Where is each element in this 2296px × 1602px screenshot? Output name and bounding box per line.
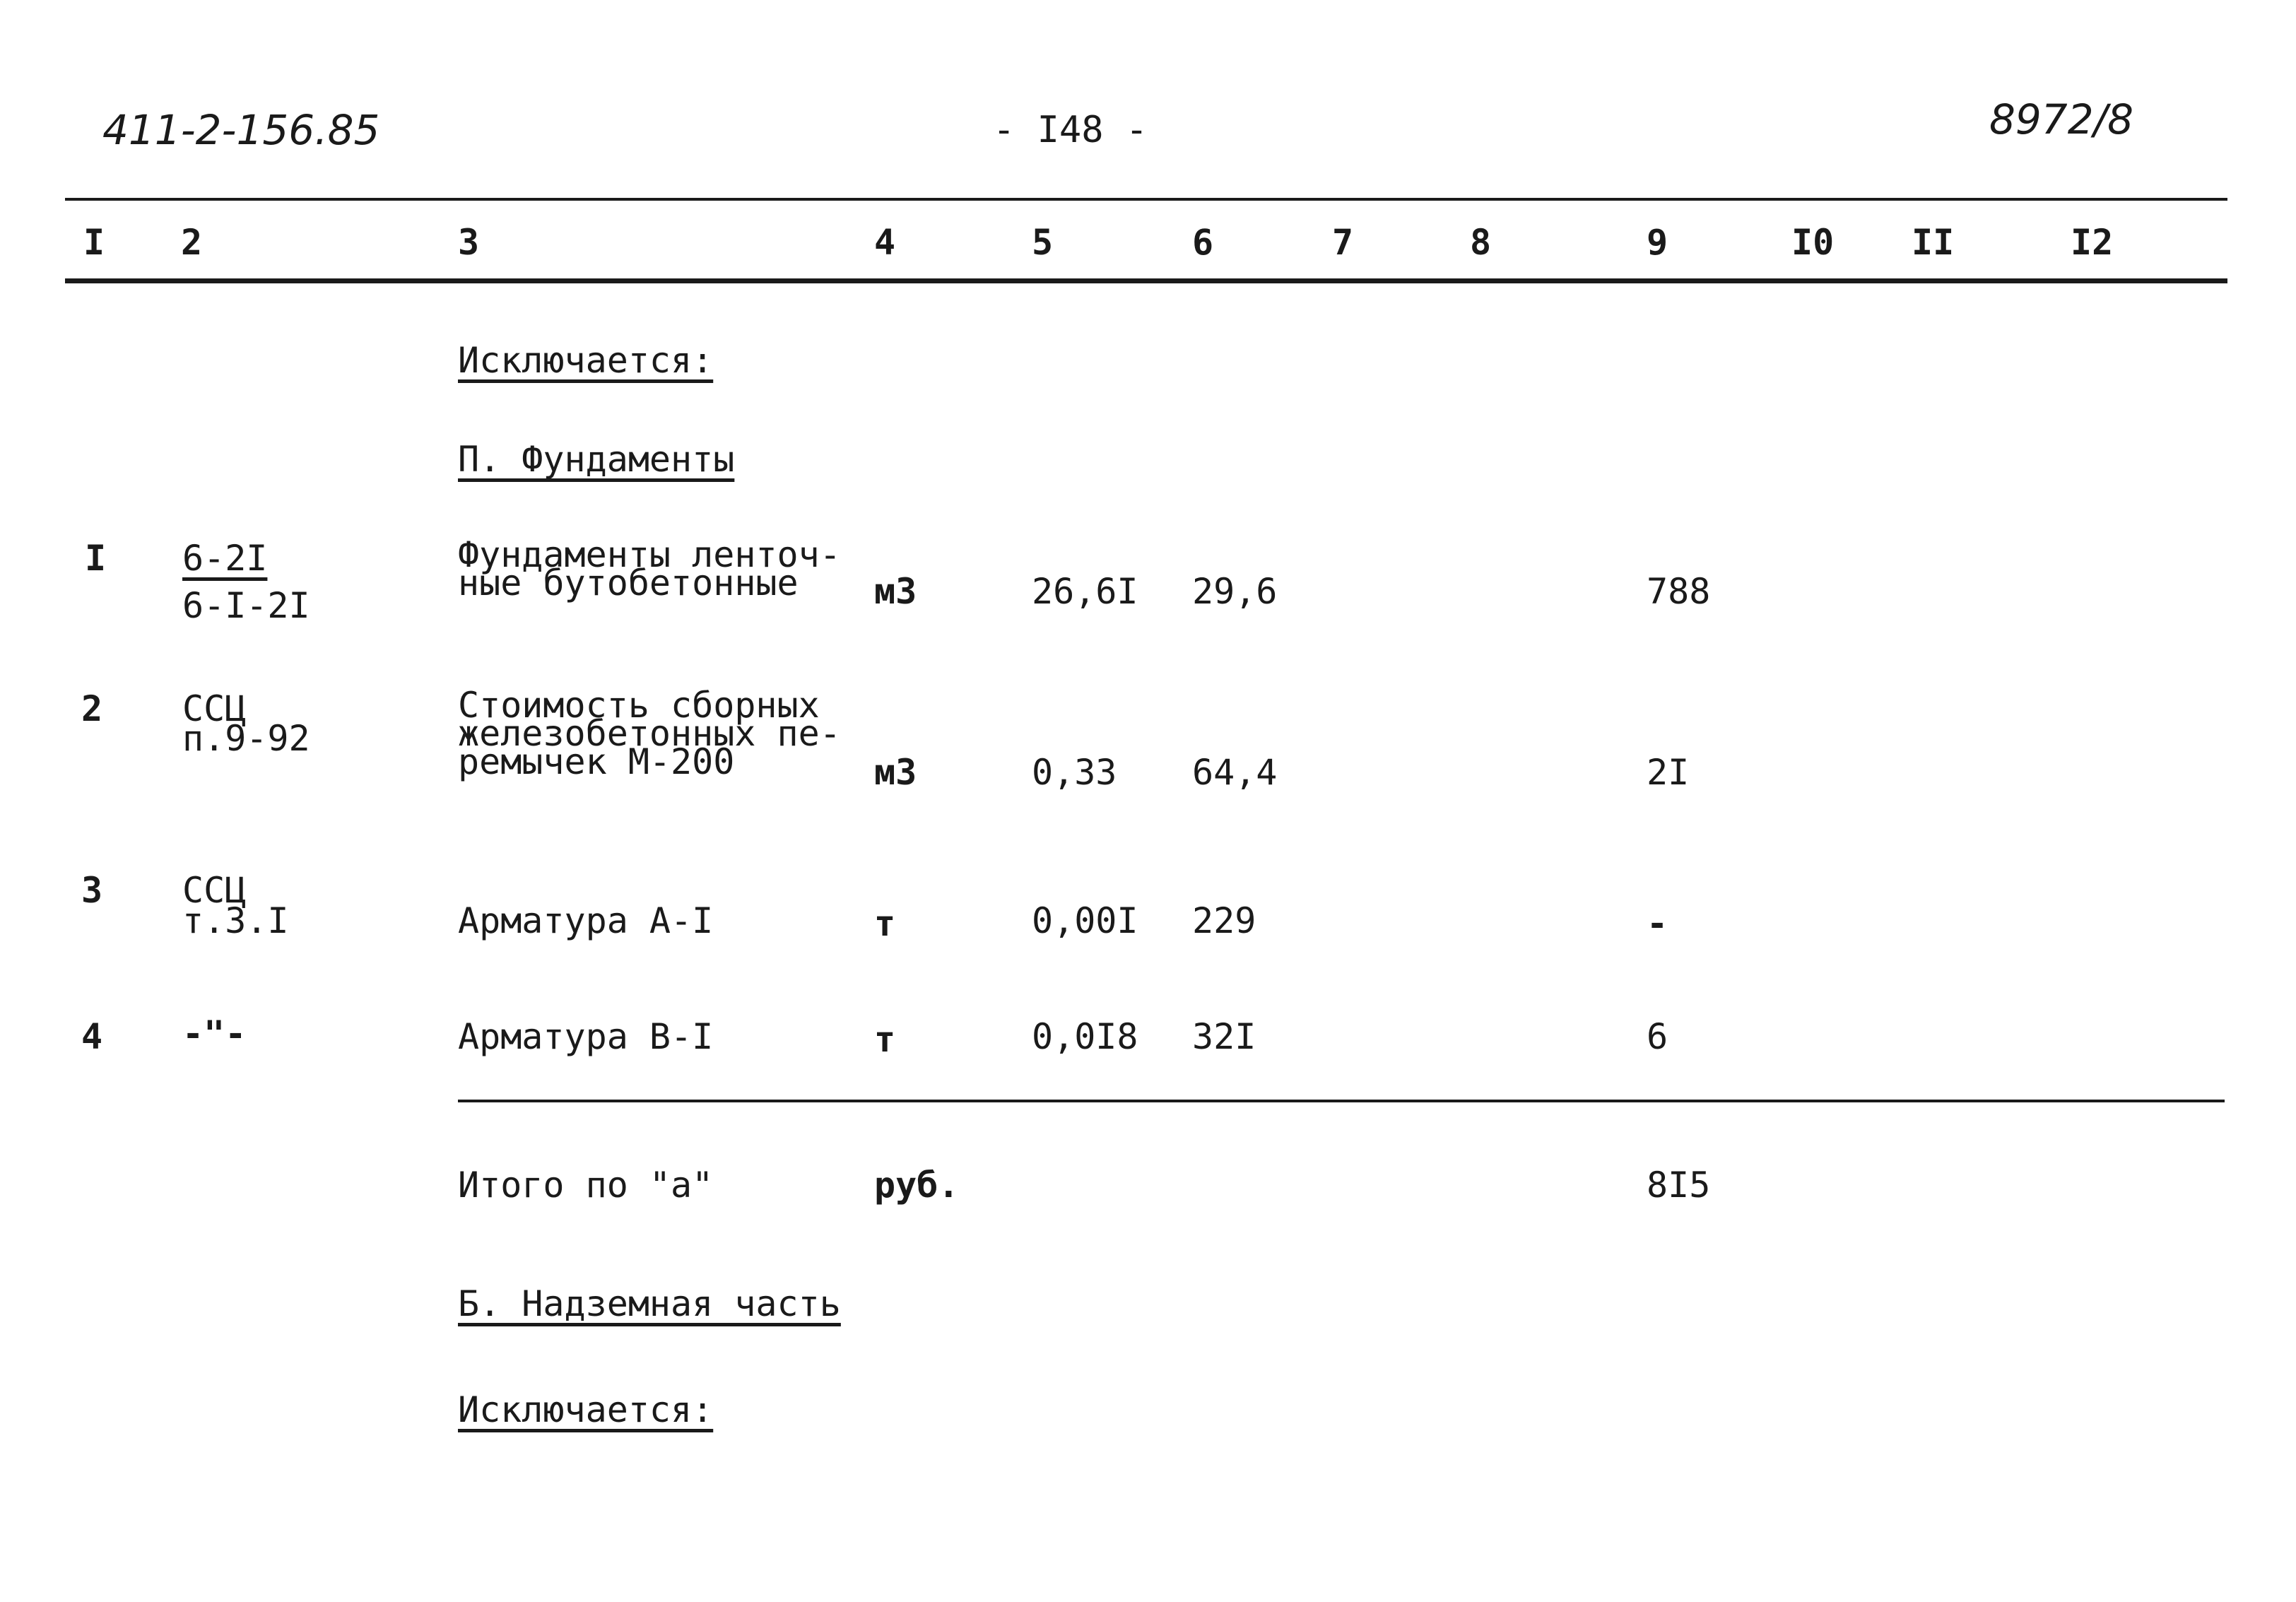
row-number: I xyxy=(85,538,107,579)
document-code: 411-2-156.85 xyxy=(102,106,380,154)
row-code-bottom: п.9-92 xyxy=(182,718,310,759)
row-total: 6 xyxy=(1647,1016,1668,1057)
section-b-excluded-label: Исключается: xyxy=(458,1389,714,1430)
column-header-11: II xyxy=(1912,222,1955,263)
row-unit-price: 64,4 xyxy=(1192,752,1278,793)
row-unit: м3 xyxy=(874,571,917,612)
column-header-10: I0 xyxy=(1791,222,1835,263)
column-header-3: 3 xyxy=(458,222,480,263)
header-bottom-rule xyxy=(65,278,2227,283)
row-total: 2I xyxy=(1647,752,1690,793)
row-code-top: 6-2I xyxy=(182,538,268,579)
row-total: 788 xyxy=(1647,571,1711,612)
row-code-top: ССЦ xyxy=(182,688,247,729)
page-number: - I48 - xyxy=(993,109,1148,151)
row-number: 3 xyxy=(81,870,103,911)
row-name: Стоимость сборных железобетонных пе- ремычек М-200 xyxy=(458,685,841,782)
column-header-4: 4 xyxy=(874,222,896,263)
column-header-6: 6 xyxy=(1192,222,1214,263)
column-header-12: I2 xyxy=(2071,222,2114,263)
subtotal-total: 8I5 xyxy=(1647,1165,1711,1206)
row-unit-price: 229 xyxy=(1192,900,1256,941)
row-total: - xyxy=(1647,903,1668,944)
row-unit: т xyxy=(874,903,896,944)
row-quantity: 0,33 xyxy=(1032,752,1117,793)
section-a-title: П. Фундаменты xyxy=(458,439,735,480)
row-number: 2 xyxy=(81,688,103,729)
subtotal-rule xyxy=(458,1100,2225,1102)
row-unit-price: 29,6 xyxy=(1192,571,1278,612)
row-quantity: 0,00I xyxy=(1032,900,1138,941)
row-name: Арматура А-I xyxy=(458,900,714,941)
row-name: Фундаменты ленточ- ные бутобетонные xyxy=(458,534,841,603)
column-header-7: 7 xyxy=(1332,222,1354,263)
row-code-bottom: т.3.I xyxy=(182,900,289,941)
section-b-title: Б. Надземная часть xyxy=(458,1283,841,1324)
section-a-excluded-label: Исключается: xyxy=(458,340,714,381)
column-header-5: 5 xyxy=(1032,222,1054,263)
row-unit: м3 xyxy=(874,752,917,793)
row-name: Арматура В-I xyxy=(458,1016,714,1057)
header-top-rule xyxy=(65,198,2227,201)
column-header-8: 8 xyxy=(1470,222,1492,263)
row-code-bottom: 6-I-2I xyxy=(182,585,310,626)
row-number: 4 xyxy=(81,1016,103,1057)
subtotal-unit: руб. xyxy=(874,1165,960,1206)
row-unit-price: 32I xyxy=(1192,1016,1256,1057)
sheet-reference: 8972/8 xyxy=(1989,95,2134,143)
row-quantity: 0,0I8 xyxy=(1032,1016,1138,1057)
row-code-top: ССЦ xyxy=(182,870,247,911)
row-unit: т xyxy=(874,1019,896,1060)
column-header-9: 9 xyxy=(1647,222,1668,263)
column-header-1: I xyxy=(83,222,105,263)
column-header-2: 2 xyxy=(181,222,203,263)
row-code-top: -"- xyxy=(182,1013,247,1054)
subtotal-label: Итого по "а" xyxy=(458,1165,714,1206)
row-quantity: 26,6I xyxy=(1032,571,1138,612)
